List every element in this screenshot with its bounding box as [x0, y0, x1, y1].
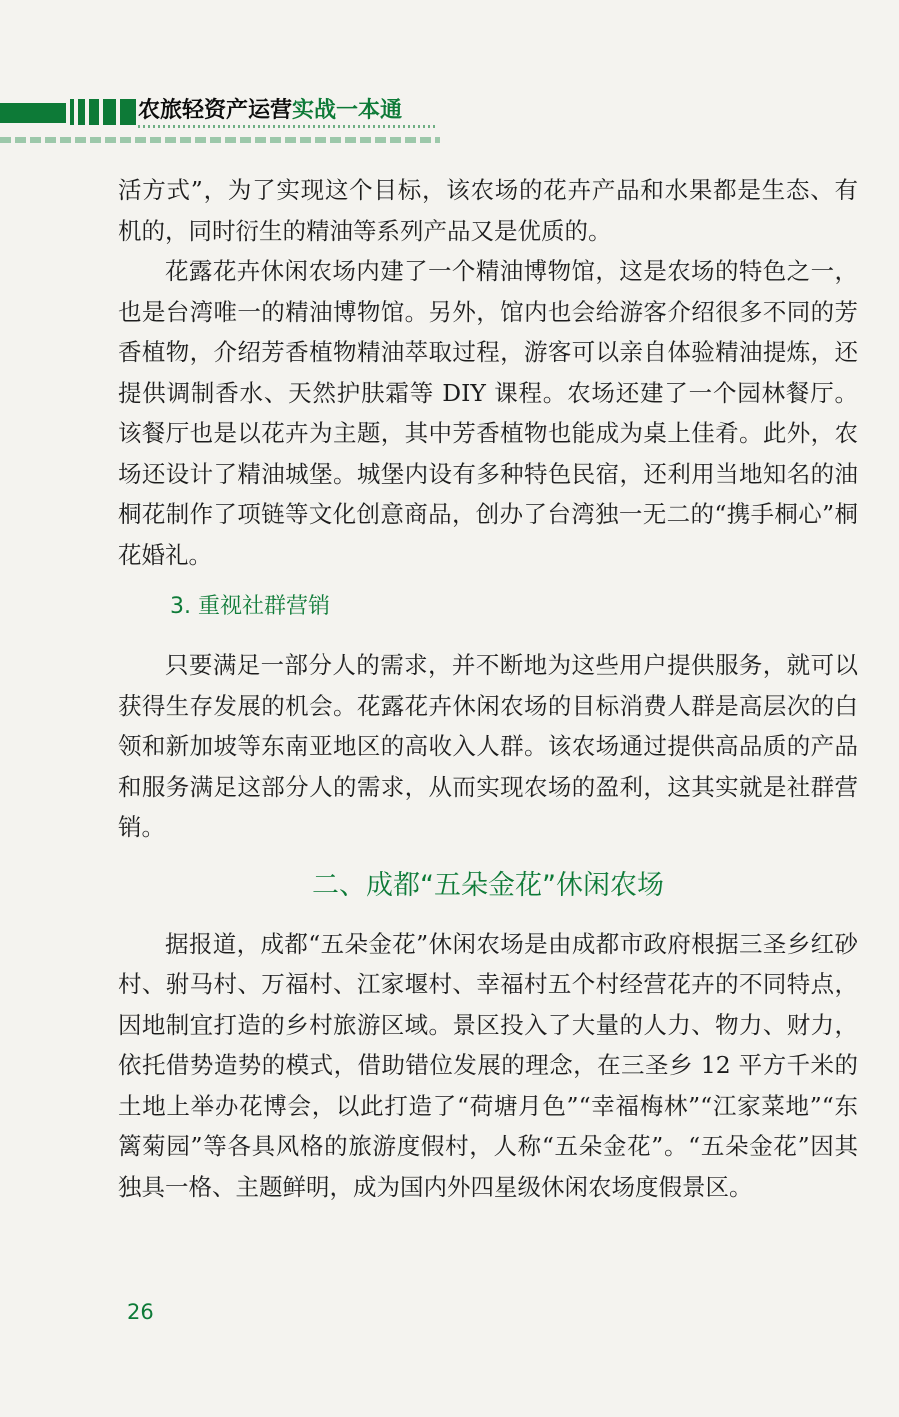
paragraph-continued: 活方式”，为了实现这个目标，该农场的花卉产品和水果都是生态、有机的，同时衍生的精油等系列产品又是优质的。 — [118, 176, 858, 245]
paragraph-essential-oil-museum: 花露花卉休闲农场内建了一个精油博物馆，这是农场的特色之一，也是台湾唯一的精油博物馆。另外，馆内也会给游客介绍很多不同的芳香植物，介绍芳香植物精油萃取过程，游客可以亲自体验精油提炼，还提供调制香水、天然护肤霜等 DIY 课程。农场还建了一个园林餐厅。该餐厅也是以花卉为主题，其中芳香植物也能成为桌上佳肴。此外，农场还设计了精油城堡。城堡内设有多种特色民宿，还利用当地知名的油桐花制作了项链等文化创意商品，创办了台湾独一无二的“携手桐心”桐花婚礼。 — [118, 257, 858, 569]
paragraph-community-marketing: 只要满足一部分人的需求，并不断地为这些用户提供服务，就可以获得生存发展的机会。花露花卉休闲农场的目标消费人群是高层次的白领和新加坡等东南亚地区的高收入人群。该农场通过提供高品质的产品和服务满足这部分人的需求，从而实现农场的盈利，这其实就是社群营销。 — [118, 651, 858, 841]
header-dashed-rule — [0, 137, 440, 143]
page-number: 26 — [127, 1300, 154, 1324]
header-color-block — [0, 103, 66, 123]
page-body — [118, 170, 858, 1207]
subheading-community-marketing: 3. 重视社群营销 — [170, 594, 330, 619]
book-title — [138, 97, 402, 125]
paragraph-five-golden-flowers: 据报道，成都“五朵金花”休闲农场是由成都市政府根据三圣乡红砂村、驸马村、万福村、江家堰村、幸福村五个村经营花卉的不同特点，因地制宜打造的乡村旅游区域。景区投入了大量的人力、物力、财力，依托借势造势的模式，借助错位发展的理念，在三圣乡 12 平方千米的土地上举办花博会，以此打造了“荷塘月色”“幸福梅林”“江家菜地”“东篱菊园”等各具风格的旅游度假村，人称“五朵金花”。“五朵金花”因其独具一格、主题鲜明，成为国内外四星级休闲农场度假景区。 — [118, 929, 858, 1201]
book-title-main: 农旅轻资产运营 — [138, 98, 293, 123]
header-dotted-rule — [138, 125, 438, 128]
header-bar-decoration — [70, 99, 136, 125]
book-title-accent: 实战一本通 — [292, 98, 403, 123]
running-header — [0, 95, 899, 155]
section-title: 二、成都“五朵金花”休闲农场 — [312, 869, 664, 901]
